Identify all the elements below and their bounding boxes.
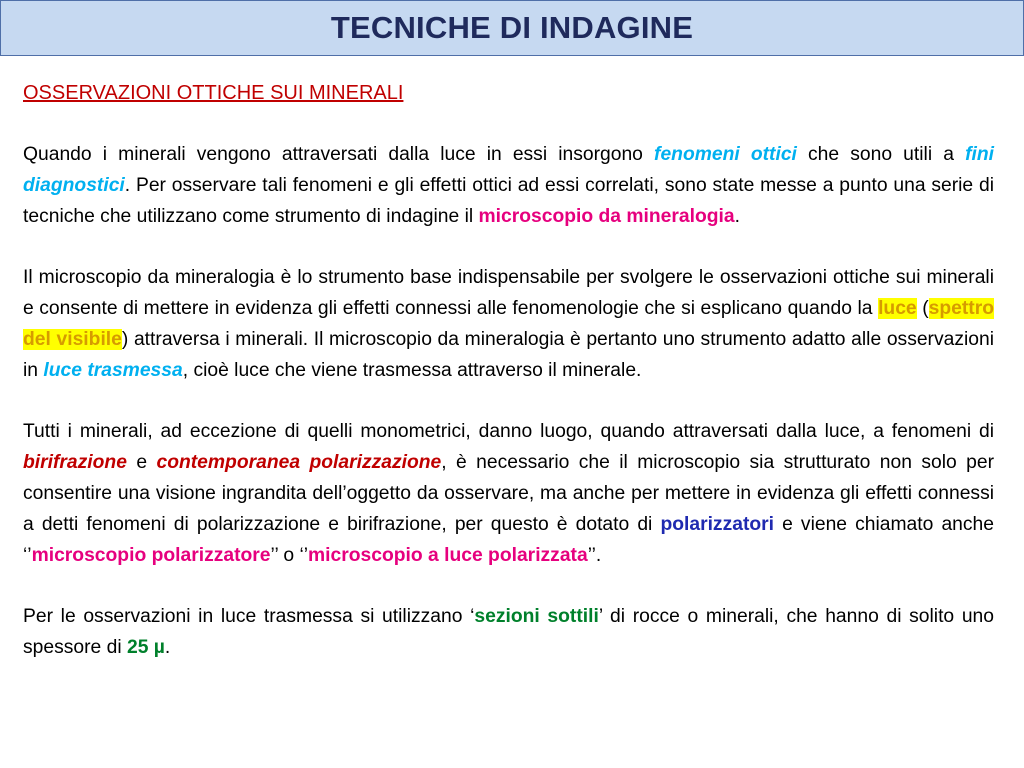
p4-emph-sezioni-sottili: sezioni sottili xyxy=(474,606,599,627)
p3-emph-microscopio-polarizzatore: microscopio polarizzatore xyxy=(31,545,271,566)
p2-highlight-spettro: spettro del visibile xyxy=(23,298,994,350)
p1-emph-microscopio: microscopio da mineralogia xyxy=(478,206,735,227)
p1-emph-fenomeni-ottici: fenomeni ottici xyxy=(654,144,797,165)
p2-emph-luce-trasmessa: luce trasmessa xyxy=(43,360,183,381)
p2-text-1: Il microscopio da mineralogia è lo strumento base indispensabile per svolgere le osservazioni ottiche sui minerali e consente di mettere in evidenza gli effetti connessi alle fenomenologie che si esplicano quando la xyxy=(23,267,994,319)
p4-text-1: Per le osservazioni in luce trasmessa si utilizzano ‘ xyxy=(23,606,475,627)
paragraph-4 xyxy=(23,601,994,663)
p3-emph-polarizzazione: contemporanea polarizzazione xyxy=(156,452,442,473)
p4-text-3: . xyxy=(164,637,171,658)
p3-text-5: ’’ o ‘’ xyxy=(270,545,309,566)
p3-text-1: Tutti i minerali, ad eccezione di quelli monometrici, danno luogo, quando attraversati dalla luce, a fenomeni di xyxy=(23,421,994,442)
p3-text-3: , è necessario che il microscopio sia strutturato non solo per consentire una visione ingrandita dell’oggetto da osservare, ma anche per mettere in evidenza gli effetti connessi a detti fenomeni di polarizzazione e birifrazione, per questo è dotato di xyxy=(23,452,994,535)
p1-text-1: Quando i minerali vengono attraversati dalla luce in essi insorgono xyxy=(23,144,655,165)
paragraph-3 xyxy=(23,416,994,571)
p2-highlight-luce: luce xyxy=(878,298,917,319)
p4-text-2: ’ di rocce o minerali, che hanno di solito uno spessore di xyxy=(23,606,994,658)
p1-text-3: . Per osservare tali fenomeni e gli effetti ottici ad essi correlati, sono state messe a punto una serie di tecniche che utilizzano come strumento di indagine il xyxy=(23,175,994,227)
p3-emph-birifrazione: birifrazione xyxy=(23,452,127,473)
p2-text-3: ) attraversa i minerali. Il microscopio da mineralogia è pertanto uno strumento adatto alle osservazioni in xyxy=(23,329,994,381)
paragraph-2 xyxy=(23,262,994,386)
p4-emph-spessore: 25 µ xyxy=(126,637,165,658)
p3-text-6: ’’. xyxy=(587,545,602,566)
p3-text-4: e viene chiamato anche ‘’ xyxy=(23,514,994,566)
p2-text-2: ( xyxy=(916,298,929,319)
p3-emph-microscopio-luce-polarizzata: microscopio a luce polarizzata xyxy=(308,545,588,566)
slide-title: TECNICHE DI INDAGINE xyxy=(330,10,694,45)
paragraph-1 xyxy=(23,139,994,232)
p1-emph-fini-diagnostici: fini diagnostici xyxy=(23,144,994,196)
section-heading: OSSERVAZIONI OTTICHE SUI MINERALI xyxy=(23,82,404,104)
p2-text-4: , cioè luce che viene trasmessa attraverso il minerale. xyxy=(182,360,642,381)
slide-title-bar xyxy=(0,0,1024,56)
p3-text-2: e xyxy=(126,452,157,473)
p1-text-4: . xyxy=(734,206,740,227)
p1-text-2: che sono utili a xyxy=(796,144,966,165)
slide-content xyxy=(23,78,994,693)
p3-emph-polarizzatori: polarizzatori xyxy=(660,514,774,535)
